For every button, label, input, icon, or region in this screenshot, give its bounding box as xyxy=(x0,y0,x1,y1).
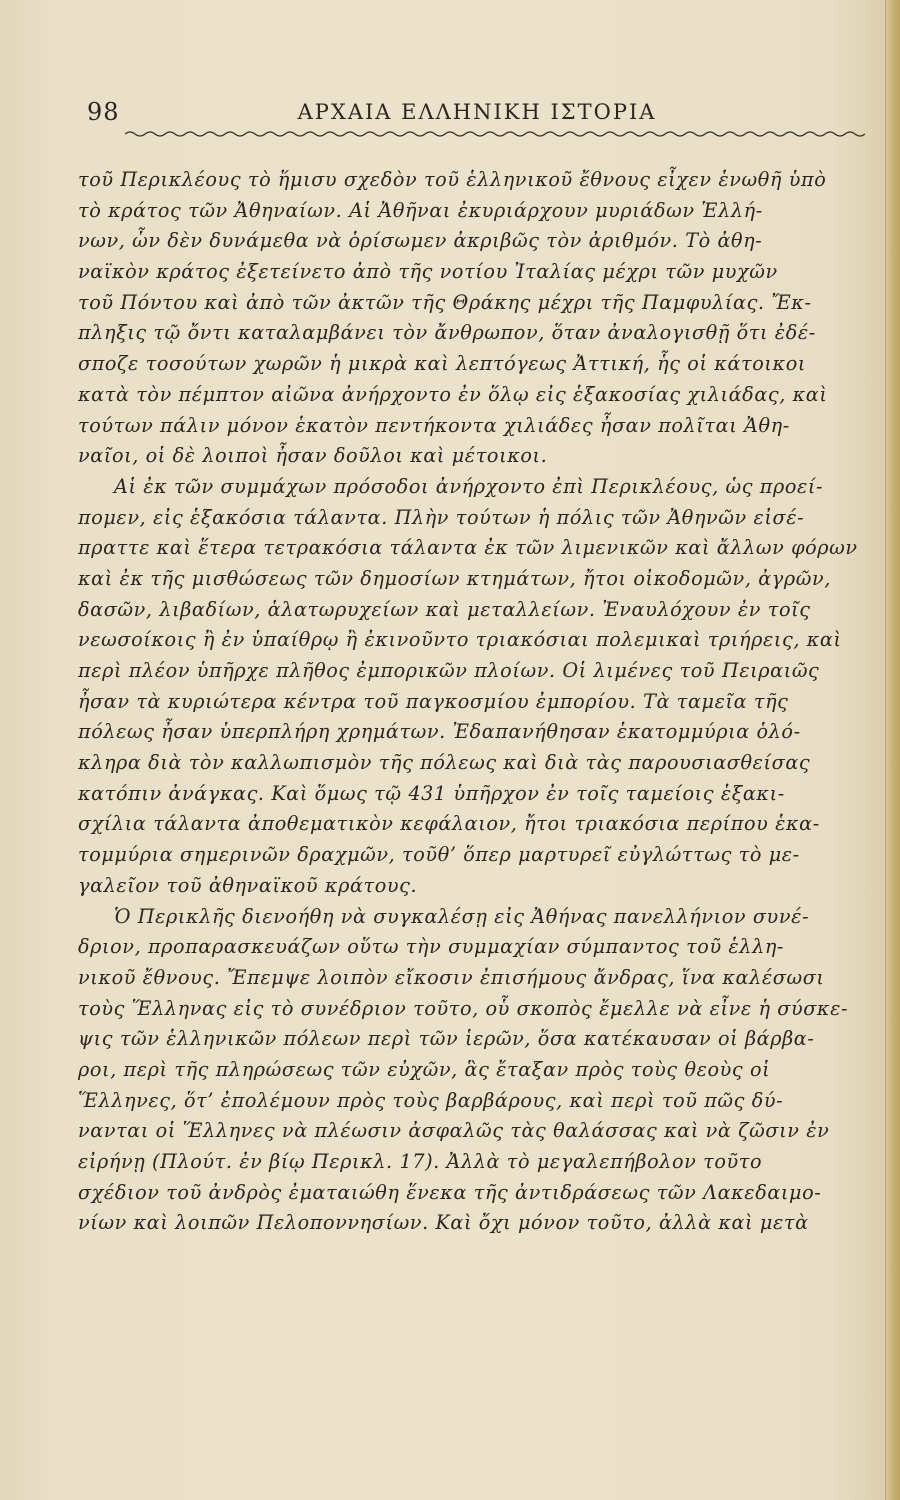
text-line: κατόπιν ἀνάγκας. Καὶ ὅμως τῷ 431 ὑπῆρχον ἐν τοῖς ταμείοις ἑξακι- xyxy=(78,781,785,805)
text-line: κατὰ τὸν πέμπτον αἰῶνα ἀνήρχοντο ἐν ὅλῳ εἰς ἑξακοσίας χιλιάδας, καὶ xyxy=(78,382,828,406)
text-line: τομμύρια σημερινῶν δραχμῶν, τοῦθ’ ὅπερ μαρτυρεῖ εὐγλώττως τὸ με- xyxy=(78,843,800,867)
page-header xyxy=(87,98,867,132)
text-line: σχέδιον τοῦ ἀνδρὸς ἐματαιώθη ἕνεκα τῆς ἀντιδράσεως τῶν Λακεδαιμο- xyxy=(78,1180,822,1204)
text-line: Ὁ Περικλῆς διενοήθη νὰ συγκαλέσῃ εἰς Ἀθήνας πανελλήνιον συνέ- xyxy=(114,904,810,928)
text-line: τοῦ Περικλέους τὸ ἥμισυ σχεδὸν τοῦ ἑλληνικοῦ ἔθνους εἶχεν ἑνωθῆ ὑπὸ xyxy=(78,168,827,191)
text-line: κληρα διὰ τὸν καλλωπισμὸν τῆς πόλεως καὶ διὰ τὰς παρουσιασθείσας xyxy=(78,751,811,775)
text-line: ψις τῶν ἑλληνικῶν πόλεων περὶ τῶν ἱερῶν, ὅσα κατέκαυσαν οἱ βάρβα- xyxy=(78,1027,815,1051)
text-line: πόλεως ἦσαν ὑπερπλήρη χρημάτων. Ἐδαπανήθησαν ἑκατομμύρια ὁλό- xyxy=(78,720,801,744)
text-line: σποζε τοσούτων χωρῶν ἡ μικρὰ καὶ λεπτόγεως Ἀττική, ἧς οἱ κάτοικοι xyxy=(78,352,806,376)
text-line: τοῦ Πόντου καὶ ἀπὸ τῶν ἀκτῶν τῆς Θράκης μέχρι τῆς Παμφυλίας. Ἔκ- xyxy=(78,290,812,314)
text-line: ροι, περὶ τῆς πληρώσεως τῶν εὐχῶν, ἃς ἔταξαν πρὸς τοὺς θεοὺς οἱ xyxy=(78,1057,771,1081)
page-number: 98 xyxy=(87,98,120,126)
text-line: νανται οἱ Ἕλληνες νὰ πλέωσιν ἀσφαλῶς τὰς θαλάσσας καὶ νὰ ζῶσιν ἐν xyxy=(78,1119,830,1143)
text-line: ναϊκὸν κράτος ἐξετείνετο ἀπὸ τῆς νοτίου Ἰταλίας μέχρι τῶν μυχῶν xyxy=(78,260,778,284)
text-line: πληξις τῷ ὄντι καταλαμβάνει τὸν ἄνθρωπον, ὅταν ἀναλογισθῇ ὅτι ἐδέ- xyxy=(78,321,816,345)
page-edge xyxy=(885,0,900,1500)
text-line: τοὺς Ἕλληνας εἰς τὸ συνέδριον τοῦτο, οὗ σκοπὸς ἔμελλε νὰ εἶνε ἡ σύσκε- xyxy=(78,996,849,1020)
text-line: τούτων πάλιν μόνον ἑκατὸν πεντήκοντα χιλιάδες ἦσαν πολῖται Ἀθη- xyxy=(78,413,790,437)
text-line: καὶ ἐκ τῆς μισθώσεως τῶν δημοσίων κτημάτων, ἤτοι οἰκοδομῶν, ἀγρῶν, xyxy=(78,566,831,590)
text-line: νων, ὧν δὲν δυνάμεθα νὰ ὁρίσωμεν ἀκριβῶς τὸν ἀριθμόν. Τὸ ἀθη- xyxy=(78,229,763,253)
text-line: δασῶν, λιβαδίων, ἁλατωρυχείων καὶ μεταλλείων. Ἐναυλόχουν ἐν τοῖς xyxy=(78,597,811,621)
text-line: περὶ πλέον ὑπῆρχε πλῆθος ἐμπορικῶν πλοίων. Οἱ λιμένες τοῦ Πειραιῶς xyxy=(78,659,820,682)
text-line: πομεν, εἰς ἑξακόσια τάλαντα. Πλὴν τούτων ἡ πόλις τῶν Ἀθηνῶν εἰσέ- xyxy=(78,505,805,529)
text-line: νεωσοίκοις ἢ ἐν ὑπαίθρῳ ἢ ἐκινοῦντο τριακόσιαι πολεμικαὶ τριήρεις, καὶ xyxy=(78,628,842,652)
body-text xyxy=(78,165,878,1239)
text-line: πραττε καὶ ἕτερα τετρακόσια τάλαντα ἐκ τῶν λιμενικῶν καὶ ἄλλων φόρων xyxy=(78,536,858,560)
running-title: ΑΡΧΑΙΑ ΕΛΛΗΝΙΚΗ ΙΣΤΟΡΙΑ xyxy=(297,100,657,124)
text-line: ναῖοι, οἱ δὲ λοιποὶ ἦσαν δοῦλοι καὶ μέτοικοι. xyxy=(78,444,548,468)
text-line: νίων καὶ λοιπῶν Πελοποννησίων. Καὶ ὄχι μόνον τοῦτο, ἀλλὰ καὶ μετὰ xyxy=(78,1211,809,1235)
text-line: Ἕλληνες, ὅτ’ ἐπολέμουν πρὸς τοὺς βαρβάρους, καὶ περὶ τοῦ πῶς δύ- xyxy=(78,1088,784,1112)
text-line: Αἱ ἐκ τῶν συμμάχων πρόσοδοι ἀνήρχοντο ἐπὶ Περικλέους, ὡς προεί- xyxy=(114,474,824,498)
text-line: γαλεῖον τοῦ ἀθηναϊκοῦ κράτους. xyxy=(78,873,418,897)
text-line: εἰρήνῃ (Πλούτ. ἐν βίῳ Περικλ. 17). Ἀλλὰ τὸ μεγαλεπήβολον τοῦτο xyxy=(78,1150,763,1173)
text-line: δριον, προπαρασκευάζων οὕτω τὴν συμμαχίαν σύμπαντος τοῦ ἑλλη- xyxy=(78,935,785,959)
text-line: τὸ κράτος τῶν Ἀθηναίων. Αἱ Ἀθῆναι ἐκυριάρχουν μυριάδων Ἑλλή- xyxy=(78,198,763,222)
text-line: ἦσαν τὰ κυριώτερα κέντρα τοῦ παγκοσμίου ἐμπορίου. Τὰ ταμεῖα τῆς xyxy=(78,689,789,713)
text-line: νικοῦ ἔθνους. Ἔπεμψε λοιπὸν εἴκοσιν ἐπισήμους ἄνδρας, ἵνα καλέσωσι xyxy=(78,965,825,989)
ornamental-rule xyxy=(125,128,865,140)
text-line: σχίλια τάλαντα ἀποθεματικὸν κεφάλαιον, ἤτοι τριακόσια περίπου ἑκα- xyxy=(78,812,820,836)
